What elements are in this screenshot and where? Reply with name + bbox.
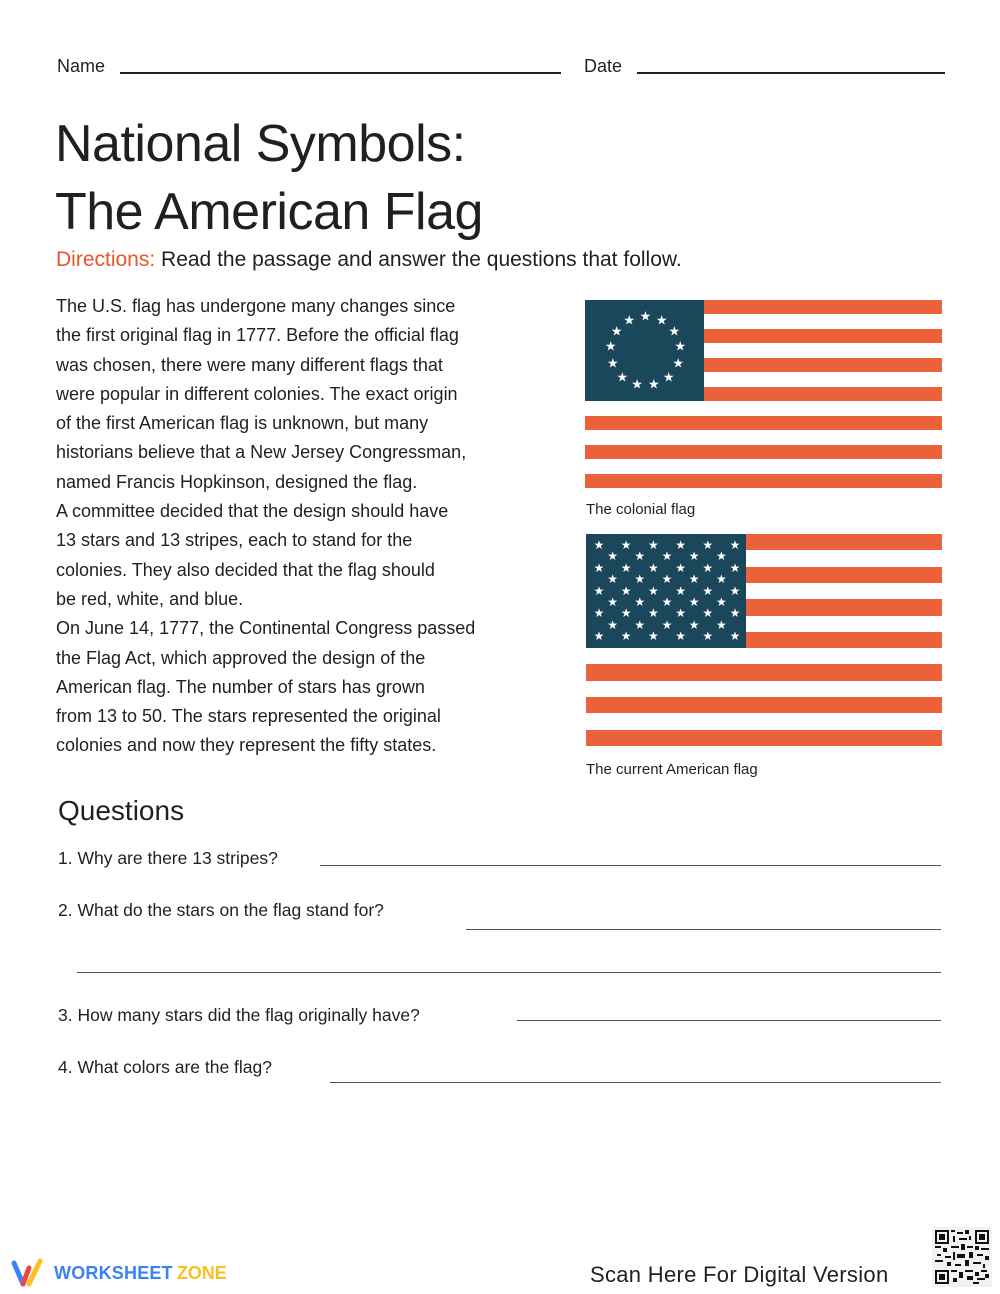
- star-icon: ★: [716, 572, 727, 587]
- star-icon: ★: [661, 595, 673, 609]
- star-icon: ★: [620, 538, 632, 552]
- passage-line: was chosen, there were many different flags that: [56, 354, 443, 375]
- star-icon: ★: [662, 369, 675, 385]
- star-icon: ★: [648, 606, 659, 621]
- brand-name-worksheet: WORKSHEET: [54, 1262, 173, 1283]
- star-icon: ★: [702, 538, 714, 552]
- star-icon: ★: [606, 355, 619, 371]
- scan-instruction: Scan Here For Digital Version: [590, 1262, 889, 1287]
- star-icon: ★: [668, 323, 681, 339]
- star-icon: ★: [607, 595, 618, 609]
- flag-red-stripe: [585, 445, 942, 459]
- flag-red-stripe: [585, 416, 942, 430]
- star-icon: ★: [593, 606, 605, 621]
- star-icon: ★: [688, 572, 700, 587]
- answer-line-1[interactable]: [320, 865, 941, 866]
- passage-line: colonies. They also decided that the flag should: [56, 559, 435, 580]
- date-label: Date: [584, 56, 623, 76]
- star-icon: ★: [675, 560, 686, 575]
- current-flag-image: [586, 534, 942, 746]
- colonial-flag-caption: The colonial flag: [586, 501, 696, 518]
- star-icon: ★: [675, 583, 686, 598]
- star-icon: ★: [661, 549, 673, 564]
- star-icon: ★: [648, 583, 659, 598]
- colonial-flag-image: [585, 300, 942, 488]
- star-icon: ★: [674, 338, 687, 354]
- star-icon: ★: [631, 376, 643, 392]
- worksheet-zone-logo[interactable]: [10, 1258, 227, 1288]
- passage-line: be red, white, and blue.: [56, 588, 244, 609]
- star-icon: ★: [620, 606, 632, 621]
- star-icon: ★: [729, 583, 741, 598]
- star-icon: ★: [623, 312, 636, 327]
- star-icon: ★: [675, 538, 686, 552]
- passage-line: from 13 to 50. The stars represented the original: [56, 706, 441, 727]
- questions-heading: Questions: [58, 795, 185, 826]
- directions-label: Directions:: [56, 248, 156, 271]
- star-icon: ★: [616, 369, 629, 385]
- star-icon: ★: [672, 355, 685, 371]
- star-icon: ★: [648, 538, 659, 552]
- directions-text: Read the passage and answer the questions that follow.: [155, 248, 682, 271]
- star-icon: ★: [661, 617, 673, 632]
- answer-line-2a[interactable]: [466, 929, 941, 930]
- star-icon: ★: [634, 595, 646, 609]
- question-4: 4. What colors are the flag?: [58, 1057, 272, 1077]
- star-icon: ★: [610, 323, 623, 339]
- qr-code-icon[interactable]: [932, 1227, 992, 1287]
- star-icon: ★: [620, 629, 632, 644]
- passage-line: the first original flag in 1777. Before the official flag: [56, 325, 459, 346]
- star-icon: ★: [688, 617, 700, 632]
- star-icon: ★: [648, 629, 659, 644]
- flag-red-stripe: [586, 697, 942, 713]
- star-icon: ★: [648, 376, 660, 392]
- passage-line: named Francis Hopkinson, designed the flag.: [56, 471, 418, 492]
- date-field[interactable]: [637, 72, 945, 74]
- question-2: 2. What do the stars on the flag stand for?: [58, 900, 384, 920]
- star-icon: ★: [634, 549, 646, 564]
- star-icon: ★: [702, 606, 714, 621]
- passage-line: A committee decided that the design should have: [56, 501, 449, 522]
- passage-line: The U.S. flag has undergone many changes since: [56, 296, 456, 316]
- answer-line-4[interactable]: [330, 1082, 941, 1083]
- title-line-2: The American Flag: [55, 183, 483, 241]
- star-icon: ★: [593, 538, 605, 552]
- star-icon: ★: [729, 560, 741, 575]
- star-icon: ★: [634, 617, 646, 632]
- star-icon: ★: [639, 308, 652, 323]
- passage-line: the Flag Act, which approved the design of the: [56, 647, 426, 668]
- star-icon: ★: [702, 629, 714, 644]
- star-icon: ★: [675, 606, 686, 621]
- star-icon: ★: [593, 583, 605, 598]
- star-icon: ★: [729, 629, 741, 644]
- star-icon: ★: [661, 572, 673, 587]
- star-icon: ★: [593, 629, 605, 644]
- passage-line: were popular in different colonies. The exact origin: [56, 383, 458, 404]
- question-3: 3. How many stars did the flag originally have?: [58, 1005, 420, 1025]
- flag-red-stripe: [586, 730, 942, 746]
- answer-line-3[interactable]: [517, 1020, 941, 1021]
- star-icon: ★: [620, 583, 632, 598]
- question-1: 1. Why are there 13 stripes?: [58, 848, 278, 868]
- brand-name-zone: ZONE: [176, 1262, 227, 1283]
- star-icon: ★: [593, 560, 605, 575]
- passage-line: colonies and now they represent the fifty states.: [56, 735, 437, 756]
- star-icon: ★: [716, 617, 727, 632]
- star-icon: ★: [607, 572, 618, 587]
- star-icon: ★: [688, 595, 700, 609]
- passage-line: American flag. The number of stars has grown: [56, 676, 425, 697]
- star-icon: ★: [634, 572, 646, 587]
- flag-red-stripe: [586, 664, 942, 680]
- star-icon: ★: [688, 549, 700, 564]
- star-icon: ★: [620, 560, 632, 575]
- star-icon: ★: [716, 595, 727, 609]
- title-line-1: National Symbols:: [55, 115, 466, 173]
- passage-line: 13 stars and 13 stripes, each to stand for the: [56, 530, 413, 551]
- star-icon: ★: [648, 560, 659, 575]
- star-icon: ★: [675, 629, 686, 644]
- flag-canton: [585, 300, 704, 401]
- directions: [56, 246, 682, 274]
- star-icon: ★: [607, 617, 618, 632]
- passage-line: of the first American flag is unknown, but many: [56, 413, 429, 434]
- star-icon: ★: [716, 549, 727, 564]
- star-icon: ★: [729, 606, 741, 621]
- qr-pattern: [935, 1230, 989, 1284]
- flag-canton: [586, 534, 746, 648]
- star-icon: ★: [702, 583, 714, 598]
- star-icon: ★: [655, 312, 668, 327]
- page-title: [55, 110, 483, 246]
- name-field[interactable]: [120, 72, 561, 74]
- passage-line: historians believe that a New Jersey Congressman,: [56, 442, 467, 463]
- current-flag-caption: The current American flag: [586, 761, 758, 778]
- star-icon: ★: [702, 560, 714, 575]
- star-icon: ★: [604, 338, 617, 354]
- flag-red-stripe: [585, 474, 942, 488]
- star-icon: ★: [607, 549, 618, 564]
- passage-line: On June 14, 1777, the Continental Congress passed: [56, 618, 476, 639]
- name-label: Name: [57, 56, 106, 76]
- brand-logo-icon: [10, 1258, 46, 1288]
- reading-passage: [56, 292, 526, 761]
- answer-line-2b[interactable]: [77, 972, 941, 973]
- star-icon: ★: [729, 538, 741, 552]
